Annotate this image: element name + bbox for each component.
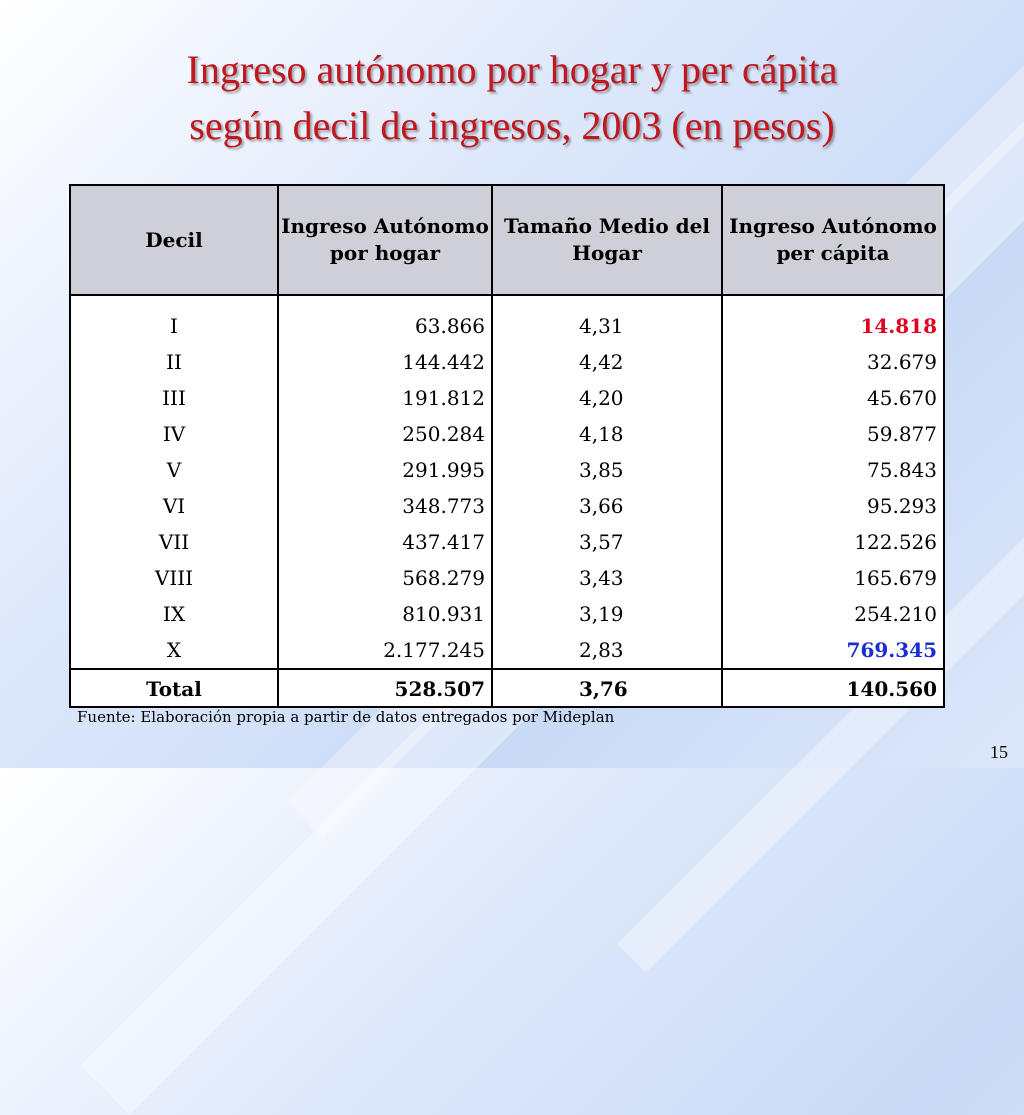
header-ingreso-per-capita: Ingreso Autónomo per cápita	[722, 186, 943, 295]
cell-decil: VI	[71, 488, 278, 524]
total-decil: Total	[71, 669, 278, 708]
cell-tamano: 3,57	[492, 524, 722, 560]
cell-decil: VIII	[71, 560, 278, 596]
total-ingreso-pc: 140.560	[722, 669, 943, 708]
cell-ingreso-pc: 59.877	[867, 422, 937, 446]
cell-ingreso-pc: 75.843	[867, 458, 937, 482]
page-number: 15	[990, 742, 1008, 762]
cell-tamano: 2,83	[492, 632, 722, 669]
cell-tamano: 3,19	[492, 596, 722, 632]
cell-decil: IX	[71, 596, 278, 632]
table-row	[71, 380, 943, 416]
cell-decil: VII	[71, 524, 278, 560]
cell-ingreso-pc: 95.293	[867, 494, 937, 518]
header-tamano-hogar: Tamaño Medio del Hogar	[492, 186, 722, 295]
title-line-2: según decil de ingresos, 2003 (en pesos)	[189, 103, 835, 148]
header-ingreso-hogar: Ingreso Autónomo por hogar	[278, 186, 492, 295]
cell-decil: III	[71, 380, 278, 416]
slide-title	[0, 42, 1024, 154]
total-ingreso-hogar: 528.507	[278, 669, 492, 708]
cell-ingreso-hogar: 63.866	[278, 295, 492, 344]
table-row	[71, 632, 943, 669]
cell-ingreso-hogar: 810.931	[278, 596, 492, 632]
header-decil: Decil	[71, 186, 278, 295]
table-header-row	[71, 186, 943, 295]
table-row	[71, 596, 943, 632]
cell-ingreso-hogar: 291.995	[278, 452, 492, 488]
cell-tamano: 4,18	[492, 416, 722, 452]
cell-ingreso-hogar: 191.812	[278, 380, 492, 416]
table-row	[71, 452, 943, 488]
table-row	[71, 524, 943, 560]
cell-ingreso-hogar: 348.773	[278, 488, 492, 524]
cell-ingreso-hogar: 437.417	[278, 524, 492, 560]
cell-ingreso-pc: 254.210	[854, 602, 937, 626]
cell-ingreso-hogar: 2.177.245	[278, 632, 492, 669]
cell-ingreso-pc: 14.818	[860, 314, 937, 338]
cell-decil: II	[71, 344, 278, 380]
cell-decil: V	[71, 452, 278, 488]
income-table	[69, 184, 945, 708]
cell-ingreso-hogar: 568.279	[278, 560, 492, 596]
cell-ingreso-hogar: 250.284	[278, 416, 492, 452]
table-row	[71, 295, 943, 344]
table-row	[71, 416, 943, 452]
cell-tamano: 3,85	[492, 452, 722, 488]
cell-ingreso-pc: 32.679	[867, 350, 937, 374]
cell-tamano: 3,66	[492, 488, 722, 524]
cell-decil: IV	[71, 416, 278, 452]
cell-ingreso-hogar: 144.442	[278, 344, 492, 380]
cell-decil: I	[71, 295, 278, 344]
cell-ingreso-pc: 45.670	[867, 386, 937, 410]
title-line-1: Ingreso autónomo por hogar y per cápita	[186, 47, 838, 92]
table-row	[71, 488, 943, 524]
table-row	[71, 344, 943, 380]
cell-decil: X	[71, 632, 278, 669]
cell-tamano: 4,31	[492, 295, 722, 344]
total-tamano: 3,76	[492, 669, 722, 708]
table-row	[71, 560, 943, 596]
table-total-row	[71, 669, 943, 708]
cell-ingreso-pc: 122.526	[854, 530, 937, 554]
cell-tamano: 4,20	[492, 380, 722, 416]
cell-ingreso-pc: 769.345	[846, 638, 937, 662]
source-note: Fuente: Elaboración propia a partir de datos entregados por Mideplan	[77, 708, 615, 726]
cell-tamano: 3,43	[492, 560, 722, 596]
cell-tamano: 4,42	[492, 344, 722, 380]
cell-ingreso-pc: 165.679	[854, 566, 937, 590]
